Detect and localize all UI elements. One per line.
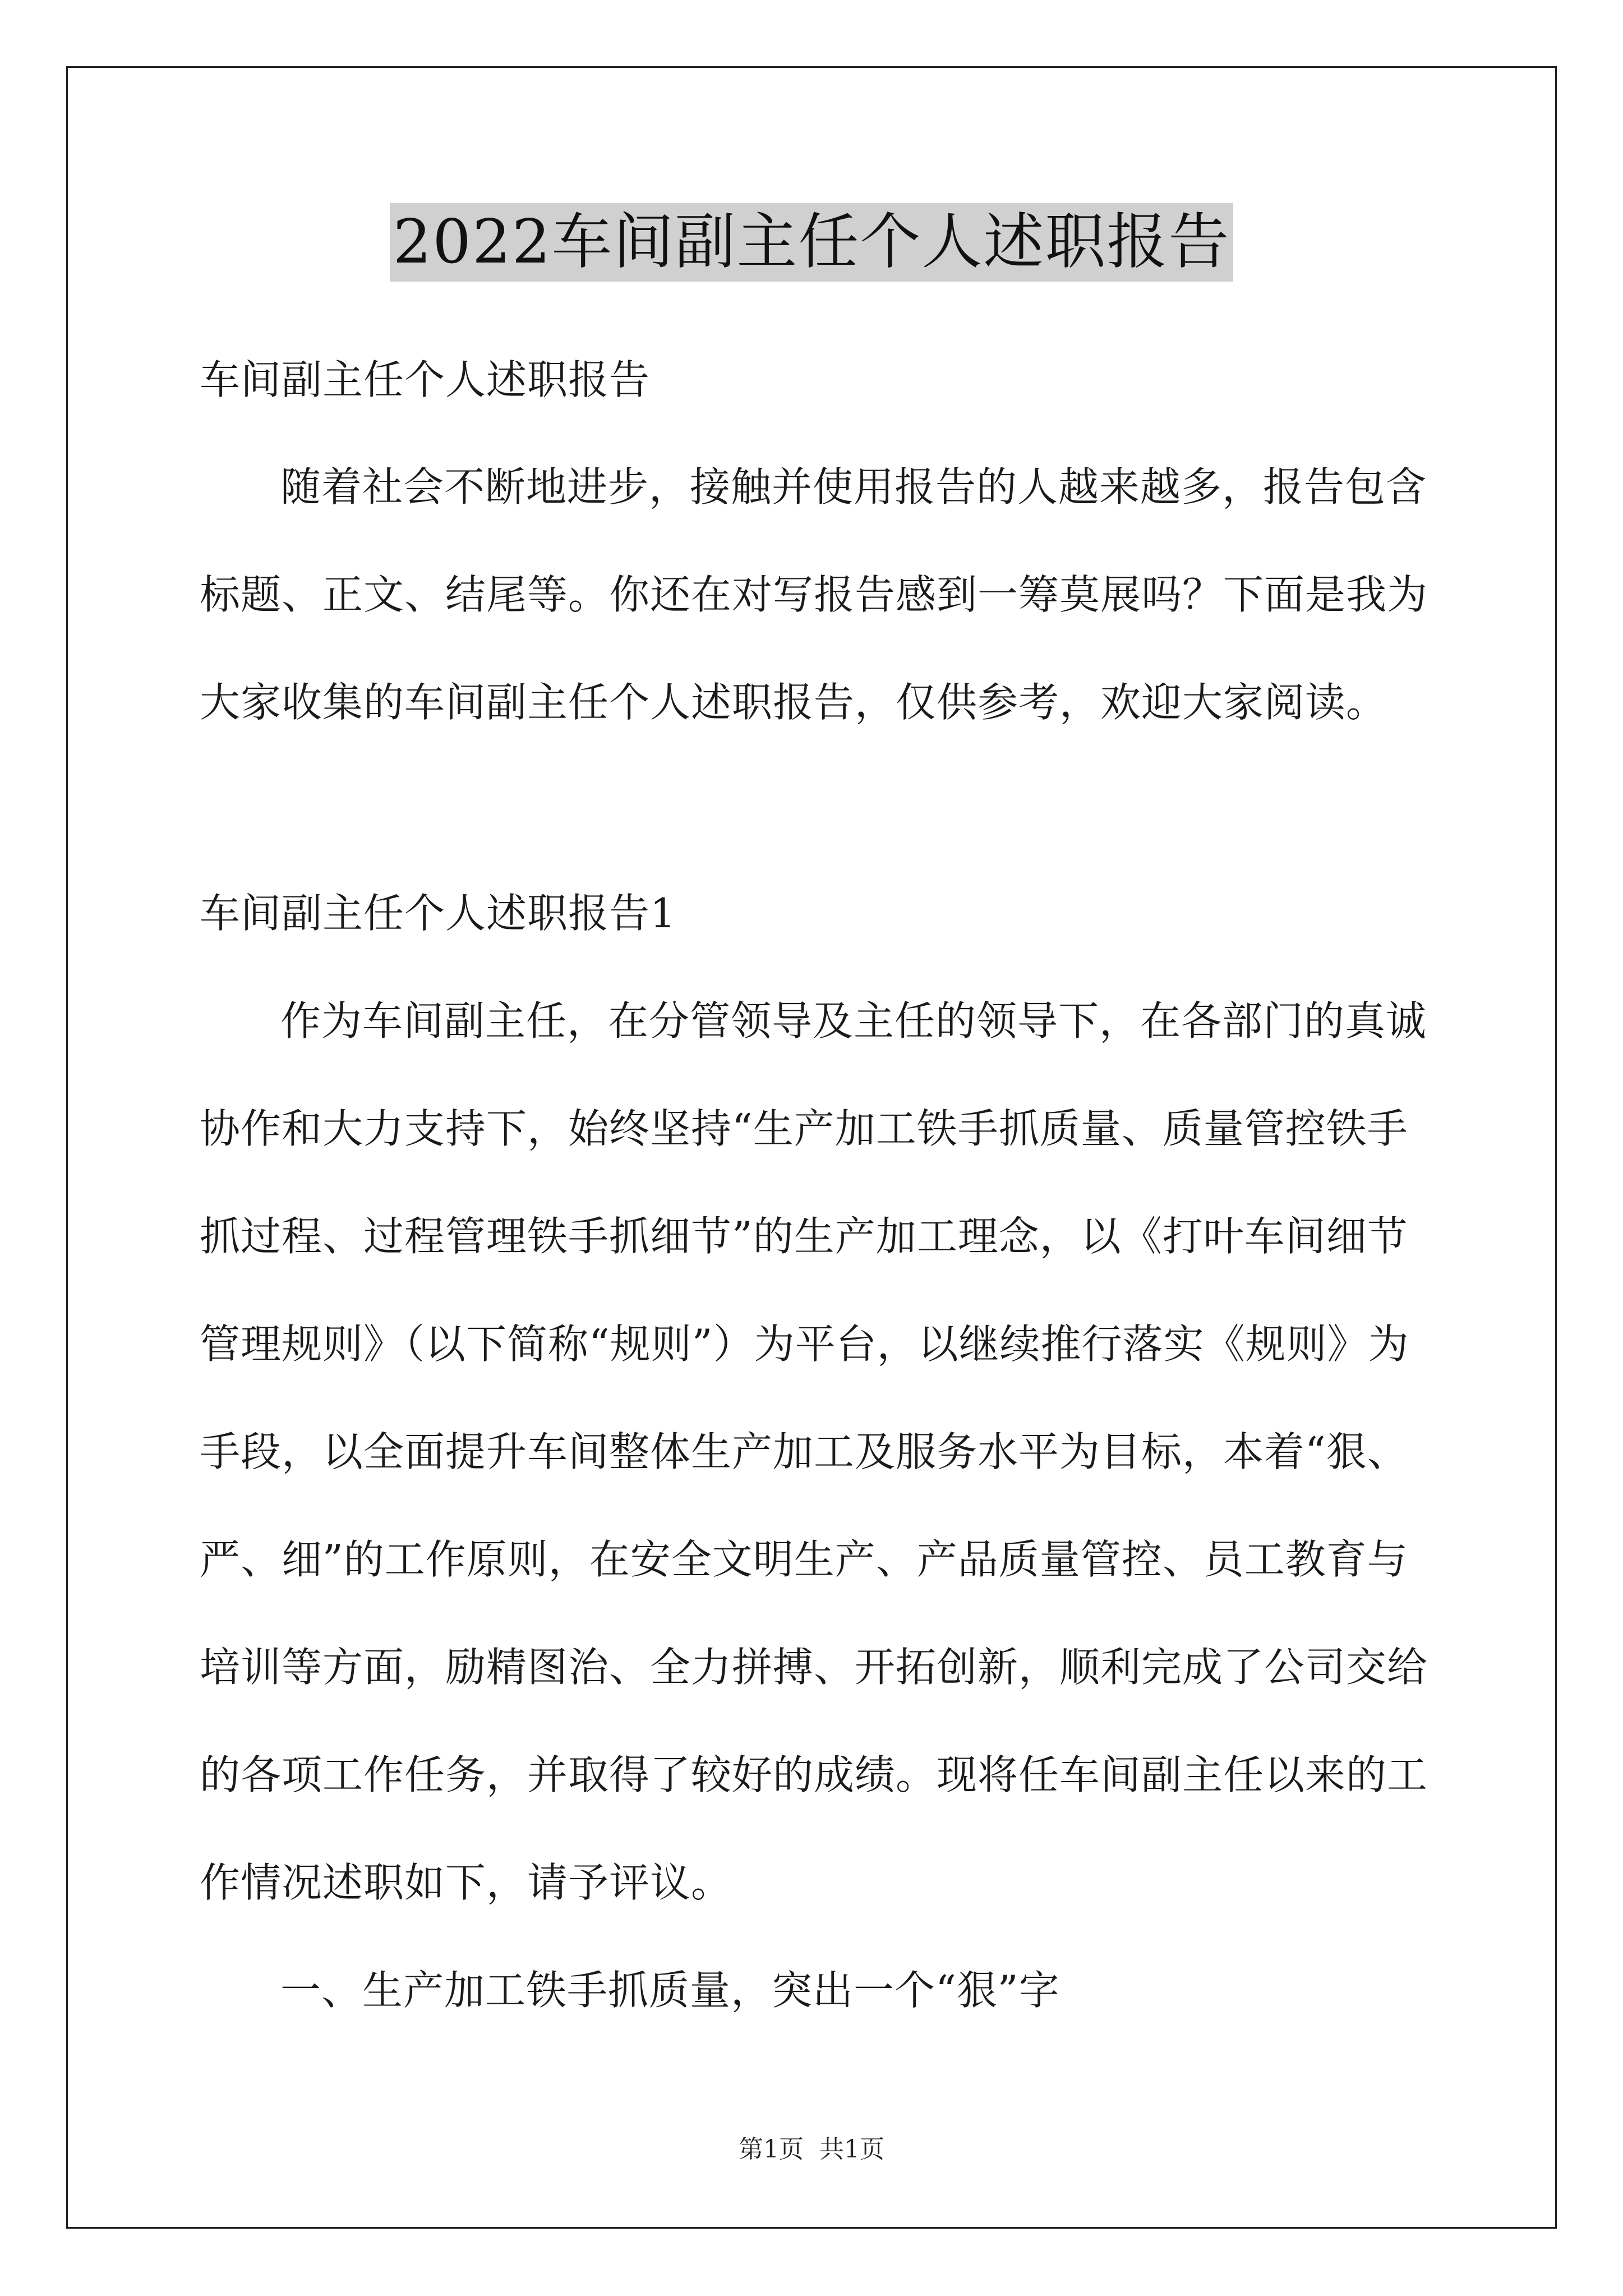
body-line-1: 作为车间副主任，在分管领导及主任的领导下，在各部门的真诚 (280, 997, 1427, 1045)
body-line-3: 抓过程、过程管理铁手抓细节”的生产加工理念，以《打叶车间细节 (200, 1213, 1408, 1260)
intro-line-3: 大家收集的车间副主任个人述职报告，仅供参考，欢迎大家阅读。 (200, 679, 1387, 726)
intro-line-1: 随着社会不断地进步，接触并使用报告的人越来越多，报告包含 (280, 463, 1427, 510)
page-footer (0, 2129, 1623, 2165)
section-heading: 车间副主任个人述职报告1 (200, 890, 676, 937)
page-number-total: 共1页 (819, 2135, 884, 2164)
intro-line-2: 标题、正文、结尾等。你还在对写报告感到一筹莫展吗？下面是我为 (200, 571, 1428, 618)
body-line-7: 培训等方面，励精图治、全力拼搏、开拓创新，顺利完成了公司交给 (200, 1644, 1428, 1691)
body-line-9: 作情况述职如下，请予评议。 (200, 1859, 732, 1906)
body-line-8: 的各项工作任务，并取得了较好的成绩。现将任车间副主任以来的工 (200, 1751, 1428, 1798)
document-title: 2022车间副主任个人述职报告 (390, 203, 1234, 282)
body-line-6: 严、细”的工作原则，在安全文明生产、产品质量管控、员工教育与 (200, 1536, 1408, 1583)
page-number-current: 第1页 (739, 2135, 804, 2164)
body-line-2: 协作和大力支持下，始终坚持“生产加工铁手抓质量、质量管控铁手 (200, 1105, 1408, 1152)
body-line-5: 手段，以全面提升车间整体生产加工及服务水平为目标，本着“狠、 (200, 1428, 1408, 1475)
document-subtitle: 车间副主任个人述职报告 (200, 356, 651, 403)
point-heading: 一、生产加工铁手抓质量，突出一个“狠”字 (280, 1967, 1060, 2014)
body-line-4: 管理规则》（以下简称“规则”）为平台，以继续推行落实《规则》为 (200, 1320, 1409, 1368)
title-container (0, 203, 1623, 282)
